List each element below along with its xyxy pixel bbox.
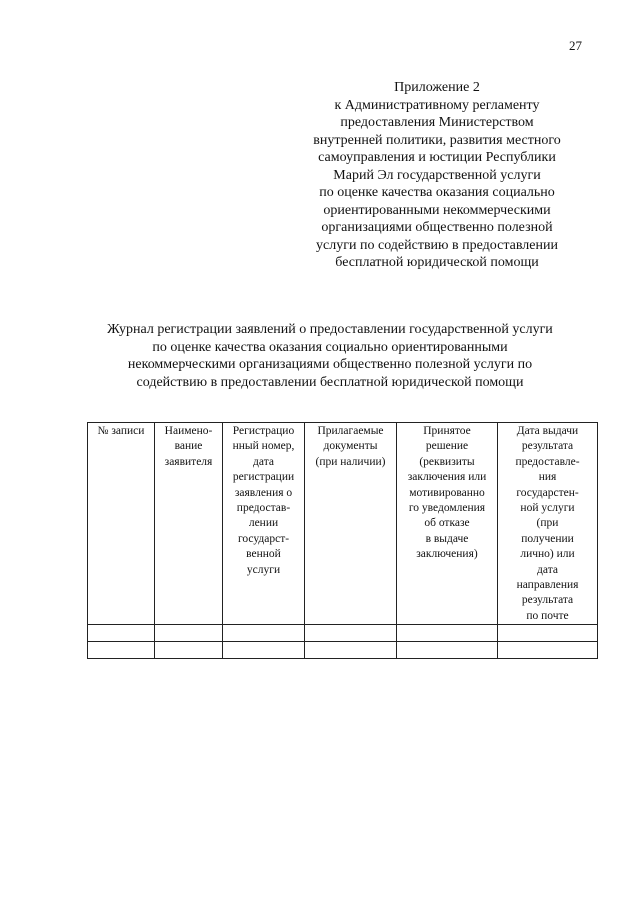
column-header-line: заявления о	[234, 486, 293, 499]
table-cell	[223, 625, 305, 642]
column-header-line: заявителя	[164, 455, 213, 468]
table-header-row	[88, 423, 598, 625]
journal-title-line: некоммерческими организациями общественно полезной услуги по	[127, 357, 533, 372]
journal-title-line: Журнал регистрации заявлений о предоставлении государственной услуги	[107, 322, 553, 337]
column-header-line: нный номер,	[232, 440, 295, 453]
column-header-line: результата	[521, 440, 574, 453]
column-header-line: ной услуги	[520, 502, 575, 515]
journal-title-line: по оценке качества оказания социально ориентированными	[152, 339, 508, 355]
column-header-line: (реквизиты	[419, 455, 475, 468]
column-header-line: венной	[246, 548, 281, 561]
column-header-line: услуги	[246, 563, 281, 576]
table-cell	[397, 642, 498, 659]
journal-title-line: содействию в предоставлении бесплатной юридической помощи	[136, 374, 524, 390]
table-cell	[498, 642, 598, 659]
column-header-line: Принятое	[423, 425, 471, 437]
column-header-line: решение	[425, 440, 469, 453]
column-header-line: № записи	[97, 425, 145, 437]
column-header-line: мотивированно	[409, 486, 485, 499]
column-header-line: (при наличии)	[315, 455, 386, 468]
appendix-header	[268, 79, 606, 272]
column-header-line: документы	[323, 440, 378, 453]
column-header-line: го уведомления	[408, 502, 486, 515]
column-header	[397, 423, 498, 625]
table-cell	[88, 642, 155, 659]
column-header-line: заключения)	[416, 548, 478, 561]
appendix-line: бесплатной юридической помощи	[335, 255, 539, 270]
column-header-line: Дата выдачи	[516, 425, 579, 437]
column-header-line: заключения или	[407, 471, 487, 484]
appendix-line: предоставления Министерством	[340, 115, 534, 130]
column-header-line: результата	[521, 594, 574, 607]
table-cell	[223, 642, 305, 659]
appendix-line: услуги по содействию в предоставлении	[316, 237, 558, 253]
column-header-line: Регистрацио	[232, 425, 295, 437]
column-header-line: вание	[174, 440, 203, 453]
appendix-line: по оценке качества оказания социально	[319, 185, 555, 200]
column-header-line: об отказе	[424, 517, 470, 530]
column-header-line: дата	[253, 455, 274, 468]
appendix-line: организациями общественно полезной	[321, 220, 553, 235]
table-row	[88, 625, 598, 642]
column-header-line: дата	[537, 563, 558, 576]
column-header-line: в выдаче	[425, 532, 469, 545]
column-header-line: лично) или	[520, 548, 575, 561]
column-header-line: регистрации	[232, 471, 295, 484]
table-row	[88, 642, 598, 659]
column-header-line: предостав-	[236, 502, 291, 515]
column-header-line: (при	[536, 517, 559, 530]
column-header	[223, 423, 305, 625]
column-header-line: ния	[538, 471, 557, 484]
appendix-line: к Административному регламенту	[334, 97, 540, 113]
column-header	[155, 423, 223, 625]
column-header	[498, 423, 598, 625]
table-cell	[305, 642, 397, 659]
column-header-line: государст-	[237, 532, 290, 545]
column-header-line: направления	[516, 579, 579, 592]
appendix-line: самоуправления и юстиции Республики	[318, 150, 556, 165]
column-header-line: государстен-	[516, 486, 579, 499]
column-header	[88, 423, 155, 625]
column-header-line: получении	[521, 532, 574, 545]
column-header-line: предоставле-	[515, 455, 580, 468]
column-header-line: лении	[248, 517, 279, 530]
appendix-line: внутренней политики, развития местного	[313, 132, 561, 148]
column-header-line: Наимено-	[164, 425, 213, 437]
appendix-line: Марий Эл государственной услуги	[333, 167, 541, 183]
table-cell	[88, 625, 155, 642]
column-header-line: Прилагаемые	[317, 425, 384, 437]
page-number: 27	[569, 38, 582, 53]
appendix-line: Приложение 2	[394, 80, 480, 95]
appendix-line: ориентированными некоммерческими	[323, 202, 551, 218]
table-cell	[397, 625, 498, 642]
table-cell	[155, 642, 223, 659]
journal-title	[60, 321, 600, 391]
table-cell	[305, 625, 397, 642]
table-cell	[498, 625, 598, 642]
table-cell	[155, 625, 223, 642]
column-header	[305, 423, 397, 625]
journal-table	[87, 422, 598, 659]
column-header-line: по почте	[526, 609, 569, 622]
